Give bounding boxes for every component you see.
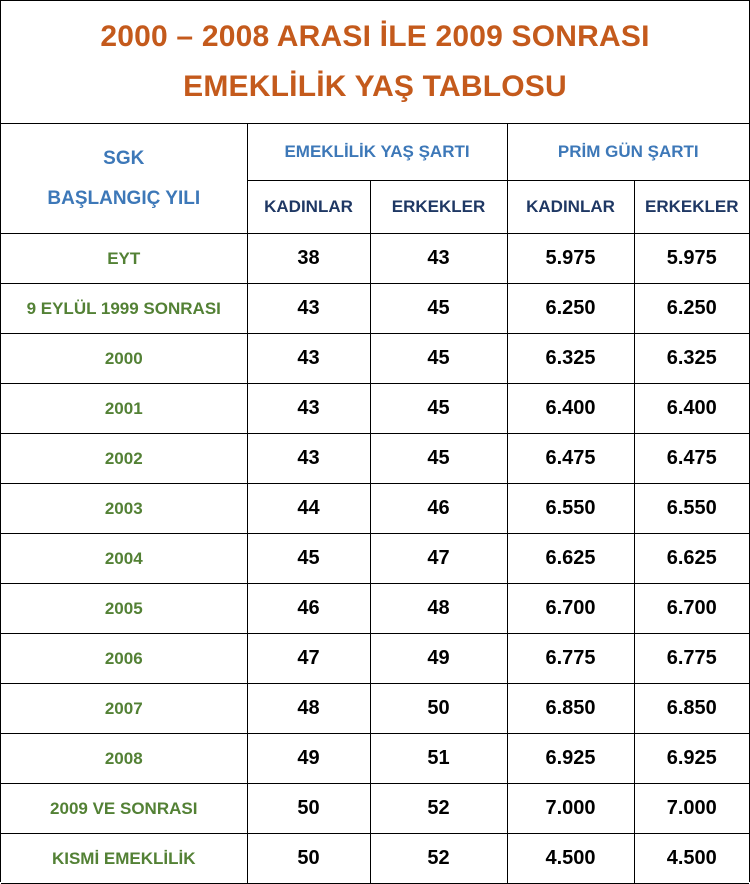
cell-age-women: 48 [247, 684, 370, 734]
row-start-year: 2003 [1, 484, 247, 534]
cell-prim-men: 6.850 [634, 684, 749, 734]
row-start-year: 2004 [1, 534, 247, 584]
cell-prim-women: 6.625 [507, 534, 634, 584]
header-age-requirement: EMEKLİLİK YAŞ ŞARTI [247, 124, 507, 181]
cell-prim-men: 4.500 [634, 834, 749, 884]
row-start-year: 2005 [1, 584, 247, 634]
table-row [1, 634, 749, 684]
cell-prim-men: 6.550 [634, 484, 749, 534]
cell-age-men: 45 [370, 334, 507, 384]
cell-age-men: 45 [370, 284, 507, 334]
table-row [1, 734, 749, 784]
cell-prim-women: 6.325 [507, 334, 634, 384]
table-title [1, 0, 749, 124]
cell-age-men: 47 [370, 534, 507, 584]
table-row [1, 834, 749, 884]
table-row [1, 334, 749, 384]
cell-prim-women: 6.550 [507, 484, 634, 534]
cell-age-men: 50 [370, 684, 507, 734]
cell-prim-women: 6.850 [507, 684, 634, 734]
header-premium-days-requirement: PRİM GÜN ŞARTI [507, 124, 749, 181]
cell-age-men: 45 [370, 434, 507, 484]
cell-age-men: 52 [370, 834, 507, 884]
cell-prim-women: 6.475 [507, 434, 634, 484]
cell-age-women: 46 [247, 584, 370, 634]
table-row [1, 784, 749, 834]
cell-prim-men: 6.625 [634, 534, 749, 584]
header-sgk-line-1: SGK [103, 147, 145, 169]
row-start-year: 9 EYLÜL 1999 SONRASI [1, 284, 247, 334]
table-row [1, 684, 749, 734]
cell-prim-women: 6.775 [507, 634, 634, 684]
retirement-age-table [1, 124, 749, 884]
header-sgk-line-2: BAŞLANGIÇ YILI [47, 187, 201, 209]
table-row [1, 584, 749, 634]
table-row [1, 234, 749, 284]
row-start-year: 2001 [1, 384, 247, 434]
cell-age-men: 43 [370, 234, 507, 284]
row-start-year: EYT [1, 234, 247, 284]
cell-prim-men: 7.000 [634, 784, 749, 834]
header-prim-men: ERKEKLER [634, 181, 749, 234]
cell-prim-men: 6.475 [634, 434, 749, 484]
cell-prim-women: 7.000 [507, 784, 634, 834]
cell-age-men: 52 [370, 784, 507, 834]
cell-prim-women: 5.975 [507, 234, 634, 284]
cell-prim-women: 6.250 [507, 284, 634, 334]
row-start-year: 2008 [1, 734, 247, 784]
cell-age-women: 49 [247, 734, 370, 784]
cell-age-women: 43 [247, 334, 370, 384]
row-start-year: 2000 [1, 334, 247, 384]
header-sgk-start-year [1, 124, 247, 234]
title-line-2: EMEKLİLİK YAŞ TABLOSU [183, 70, 567, 103]
row-start-year: 2006 [1, 634, 247, 684]
cell-age-men: 45 [370, 384, 507, 434]
cell-prim-men: 6.775 [634, 634, 749, 684]
cell-prim-men: 6.700 [634, 584, 749, 634]
table-row [1, 434, 749, 484]
cell-prim-men: 6.325 [634, 334, 749, 384]
cell-age-women: 50 [247, 784, 370, 834]
header-age-women: KADINLAR [247, 181, 370, 234]
row-start-year: 2009 VE SONRASI [1, 784, 247, 834]
cell-age-women: 45 [247, 534, 370, 584]
cell-age-women: 43 [247, 284, 370, 334]
cell-prim-women: 6.400 [507, 384, 634, 434]
row-start-year: 2007 [1, 684, 247, 734]
title-line-1: 2000 – 2008 ARASI İLE 2009 SONRASI [100, 20, 650, 53]
cell-age-women: 47 [247, 634, 370, 684]
cell-prim-men: 6.925 [634, 734, 749, 784]
table-row [1, 384, 749, 434]
cell-prim-men: 5.975 [634, 234, 749, 284]
cell-age-women: 43 [247, 434, 370, 484]
table-row [1, 534, 749, 584]
cell-age-men: 51 [370, 734, 507, 784]
cell-prim-women: 4.500 [507, 834, 634, 884]
cell-prim-men: 6.400 [634, 384, 749, 434]
cell-age-women: 50 [247, 834, 370, 884]
cell-age-women: 38 [247, 234, 370, 284]
cell-age-men: 46 [370, 484, 507, 534]
header-age-men: ERKEKLER [370, 181, 507, 234]
table-row [1, 484, 749, 534]
table-row [1, 284, 749, 334]
cell-age-women: 43 [247, 384, 370, 434]
row-start-year: 2002 [1, 434, 247, 484]
row-start-year: KISMİ EMEKLİLİK [1, 834, 247, 884]
cell-age-men: 49 [370, 634, 507, 684]
cell-age-women: 44 [247, 484, 370, 534]
cell-prim-men: 6.250 [634, 284, 749, 334]
cell-prim-women: 6.925 [507, 734, 634, 784]
cell-age-men: 48 [370, 584, 507, 634]
cell-prim-women: 6.700 [507, 584, 634, 634]
header-prim-women: KADINLAR [507, 181, 634, 234]
